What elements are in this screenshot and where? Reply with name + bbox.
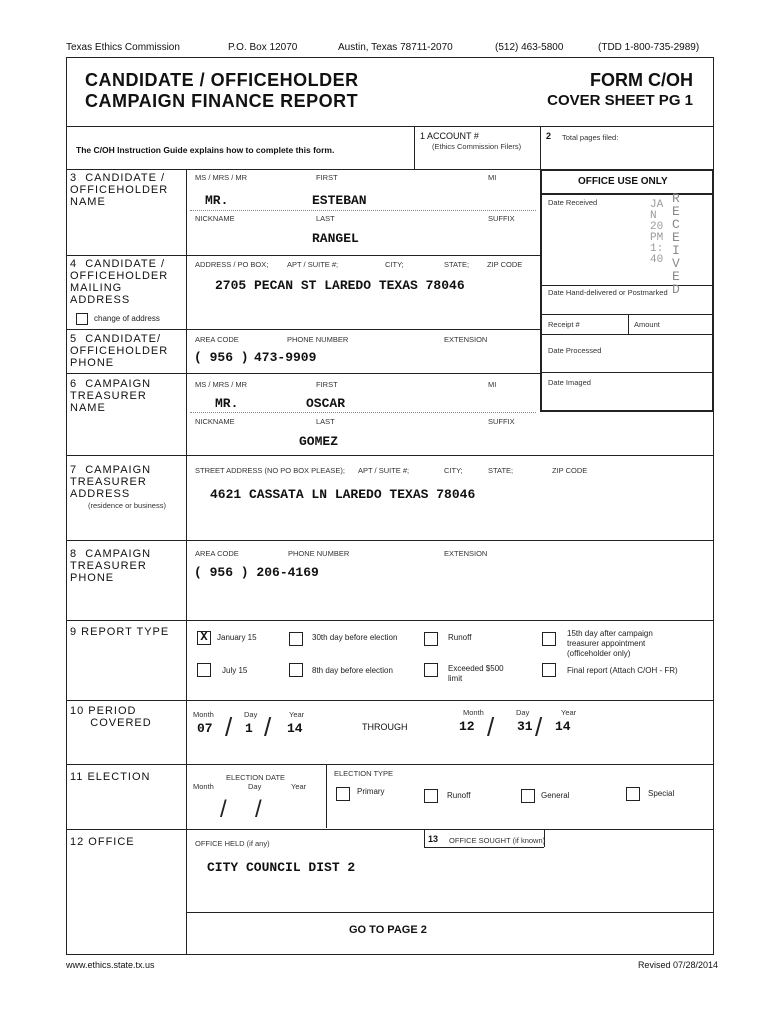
through-label: THROUGH	[362, 722, 408, 732]
primary-election-checkbox[interactable]	[336, 787, 350, 801]
special-election-checkbox[interactable]	[626, 787, 640, 801]
divider	[66, 700, 714, 701]
office-use-title: OFFICE USE ONLY	[578, 176, 668, 187]
apt-suite-header: APT / SUITE #;	[358, 466, 410, 475]
section-3-label: 3 CANDIDATE / OFFICEHOLDER NAME	[70, 172, 169, 208]
first-name-header: FIRST	[316, 380, 338, 389]
runoff-election-label: Runoff	[447, 791, 471, 800]
section-8-label: 8 CAMPAIGN TREASURER PHONE	[70, 548, 152, 584]
date-received-label: Date Received	[548, 198, 598, 207]
period-to-day: 31	[517, 719, 533, 734]
special-label: Special	[648, 789, 675, 798]
last-name-header: LAST	[316, 417, 335, 426]
office-held-value: CITY COUNCIL DIST 2	[207, 860, 356, 875]
30th-day-before-election-checkbox[interactable]	[289, 632, 303, 646]
agency-city: Austin, Texas 78711-2070	[338, 42, 453, 53]
received-stamp: RECEIVED	[672, 191, 680, 297]
divider	[540, 285, 714, 286]
footer-website: www.ethics.state.tx.us	[66, 960, 155, 970]
zip-header: ZIP CODE	[552, 466, 588, 475]
runoff-election-checkbox[interactable]	[424, 789, 438, 803]
label-column-divider	[186, 169, 187, 955]
received-stamp-date: JAN 20 PM 1:40	[650, 199, 664, 266]
8th-day-label: 8th day before election	[312, 666, 393, 675]
period-from-month: 07	[197, 721, 213, 736]
divider	[540, 334, 714, 335]
office-sought-header: OFFICE SOUGHT (if known)	[449, 836, 546, 845]
section-6-label: 6 CAMPAIGN TREASURER NAME	[70, 378, 152, 414]
divider	[66, 329, 540, 330]
runoff-report-checkbox[interactable]	[424, 632, 438, 646]
january-15-checkbox[interactable]: X	[197, 631, 211, 645]
divider	[190, 210, 536, 211]
area-code-header: AREA CODE	[195, 335, 239, 344]
july-15-label: July 15	[222, 666, 248, 675]
first-name-header: FIRST	[316, 173, 338, 182]
divider	[66, 373, 540, 374]
15th-day-after-appointment-checkbox[interactable]	[542, 632, 556, 646]
period-to-month: 12	[459, 719, 475, 734]
election-date-header: ELECTION DATE	[226, 773, 286, 782]
agency-name: Texas Ethics Commission	[66, 42, 180, 53]
street-address-header: STREET ADDRESS (NO PO BOX PLEASE);	[195, 466, 345, 475]
month-header: Month	[193, 782, 214, 791]
amount-label: Amount	[634, 320, 660, 329]
final-report-checkbox[interactable]	[542, 663, 556, 677]
divider	[326, 764, 327, 828]
day-header: Day	[248, 782, 262, 791]
city-header: CITY;	[444, 466, 463, 475]
final-report-label: Final report (Attach C/OH - FR)	[567, 666, 678, 675]
exceeded-500-label: Exceeded $500 limit	[448, 664, 504, 683]
general-label: General	[541, 791, 570, 800]
divider	[540, 193, 714, 195]
mi-header: MI	[488, 380, 497, 389]
candidate-mailing-address: 2705 PECAN ST LAREDO TEXAS 78046	[215, 278, 465, 293]
treasurer-last-name: GOMEZ	[299, 434, 339, 449]
period-from-year: 14	[287, 721, 303, 736]
change-of-address-label: change of address	[94, 314, 160, 323]
apt-suite-header: APT / SUITE #;	[287, 260, 339, 269]
month-header: Month	[193, 710, 214, 719]
divider	[628, 314, 629, 334]
extension-header: EXTENSION	[444, 549, 488, 558]
treasurer-address: 4621 CASSATA LN LAREDO TEXAS 78046	[210, 487, 476, 502]
candidate-area-code: ( 956 )	[194, 350, 249, 365]
30th-day-label: 30th day before election	[312, 633, 398, 642]
section-7-sublabel: (residence or business)	[88, 501, 166, 510]
15th-day-label: 15th day after campaign treasurer appointment (officeholder only)	[567, 629, 653, 658]
divider	[66, 540, 714, 541]
divider	[186, 912, 714, 913]
total-pages-number: 2	[546, 131, 552, 141]
candidate-phone-number: 473-9909	[254, 350, 317, 365]
po-box: P.O. Box 12070	[228, 42, 298, 53]
month-header: Month	[463, 708, 484, 717]
year-header: Year	[291, 782, 307, 791]
divider	[66, 829, 714, 830]
ms-mrs-mr-header: MS / MRS / MR	[195, 173, 248, 182]
city-header: CITY;	[385, 260, 404, 269]
july-15-checkbox[interactable]	[197, 663, 211, 677]
divider	[66, 455, 714, 456]
year-header: Year	[561, 708, 577, 717]
period-to-year: 14	[555, 719, 571, 734]
section-9-label: 9 REPORT TYPE	[70, 626, 170, 638]
footer-revised: Revised 07/28/2014	[637, 960, 718, 970]
election-type-header: ELECTION TYPE	[334, 769, 394, 778]
period-from-day: 1	[245, 721, 253, 736]
state-header: STATE;	[488, 466, 514, 475]
agency-tdd: (TDD 1-800-735-2989)	[598, 42, 700, 53]
form-title-line1: CANDIDATE / OFFICEHOLDER	[85, 70, 359, 90]
form-code: FORM C/OH	[590, 70, 693, 90]
divider	[66, 764, 714, 765]
candidate-last-name: RANGEL	[312, 231, 359, 246]
divider	[66, 255, 540, 256]
change-of-address-checkbox[interactable]	[76, 313, 88, 325]
divider	[66, 620, 714, 621]
section-5-label: 5 CANDIDATE/ OFFICEHOLDER PHONE	[70, 333, 169, 369]
go-to-page-2: GO TO PAGE 2	[349, 924, 427, 936]
account-sublabel: (Ethics Commission Filers)	[432, 142, 522, 151]
january-15-label: January 15	[217, 633, 257, 642]
suffix-header: SUFFIX	[488, 417, 515, 426]
zip-header: ZIP CODE	[487, 260, 523, 269]
candidate-title: MR.	[205, 193, 229, 208]
receipt-label: Receipt #	[548, 320, 580, 329]
year-header: Year	[289, 710, 305, 719]
date-imaged-label: Date Imaged	[548, 378, 591, 387]
mi-header: MI	[488, 173, 497, 182]
divider	[424, 829, 425, 847]
day-header: Day	[516, 708, 530, 717]
nickname-header: NICKNAME	[195, 417, 235, 426]
instruction-text: The C/OH Instruction Guide explains how to complete this form.	[76, 145, 335, 155]
area-code-header: AREA CODE	[195, 549, 239, 558]
ms-mrs-mr-header: MS / MRS / MR	[195, 380, 248, 389]
date-processed-label: Date Processed	[548, 346, 602, 355]
extension-header: EXTENSION	[444, 335, 488, 344]
phone-number-header: PHONE NUMBER	[287, 335, 349, 344]
form-title-line2: CAMPAIGN FINANCE REPORT	[85, 91, 359, 111]
section-11-label: 11 ELECTION	[70, 771, 151, 783]
primary-label: Primary	[357, 787, 385, 796]
state-header: STATE;	[444, 260, 470, 269]
exceeded-500-checkbox[interactable]	[424, 663, 438, 677]
candidate-first-name: ESTEBAN	[312, 193, 367, 208]
divider	[540, 127, 541, 169]
section-13-label: 13	[428, 834, 439, 844]
divider	[190, 412, 536, 413]
total-pages-label: Total pages filed:	[562, 133, 619, 142]
day-header: Day	[244, 710, 258, 719]
treasurer-first-name: OSCAR	[306, 396, 346, 411]
phone-number-header: PHONE NUMBER	[288, 549, 350, 558]
last-name-header: LAST	[316, 214, 335, 223]
suffix-header: SUFFIX	[488, 214, 515, 223]
agency-phone: (512) 463-5800	[495, 42, 564, 53]
date-hand-delivered-label: Date Hand-delivered or Postmarked	[548, 288, 668, 297]
treasurer-title: MR.	[215, 396, 239, 411]
account-label: 1 ACCOUNT #	[420, 131, 479, 141]
office-held-header: OFFICE HELD (if any)	[195, 839, 270, 848]
8th-day-before-election-checkbox[interactable]	[289, 663, 303, 677]
section-10-label: 10 PERIOD COVERED	[70, 705, 152, 729]
divider	[540, 372, 714, 373]
divider	[414, 127, 415, 169]
address-header: ADDRESS / PO BOX;	[195, 260, 269, 269]
section-12-label: 12 OFFICE	[70, 836, 135, 848]
title-divider	[66, 126, 714, 127]
cover-sheet-label: COVER SHEET PG 1	[547, 92, 693, 109]
runoff-report-label: Runoff	[448, 633, 472, 642]
section-7-label: 7 CAMPAIGN TREASURER ADDRESS	[70, 464, 152, 500]
divider	[424, 847, 544, 848]
treasurer-phone: ( 956 ) 206-4169	[194, 565, 319, 580]
nickname-header: NICKNAME	[195, 214, 235, 223]
section-4-label: 4 CANDIDATE / OFFICEHOLDER MAILING ADDRESS	[70, 258, 169, 306]
divider	[540, 314, 714, 315]
general-election-checkbox[interactable]	[521, 789, 535, 803]
